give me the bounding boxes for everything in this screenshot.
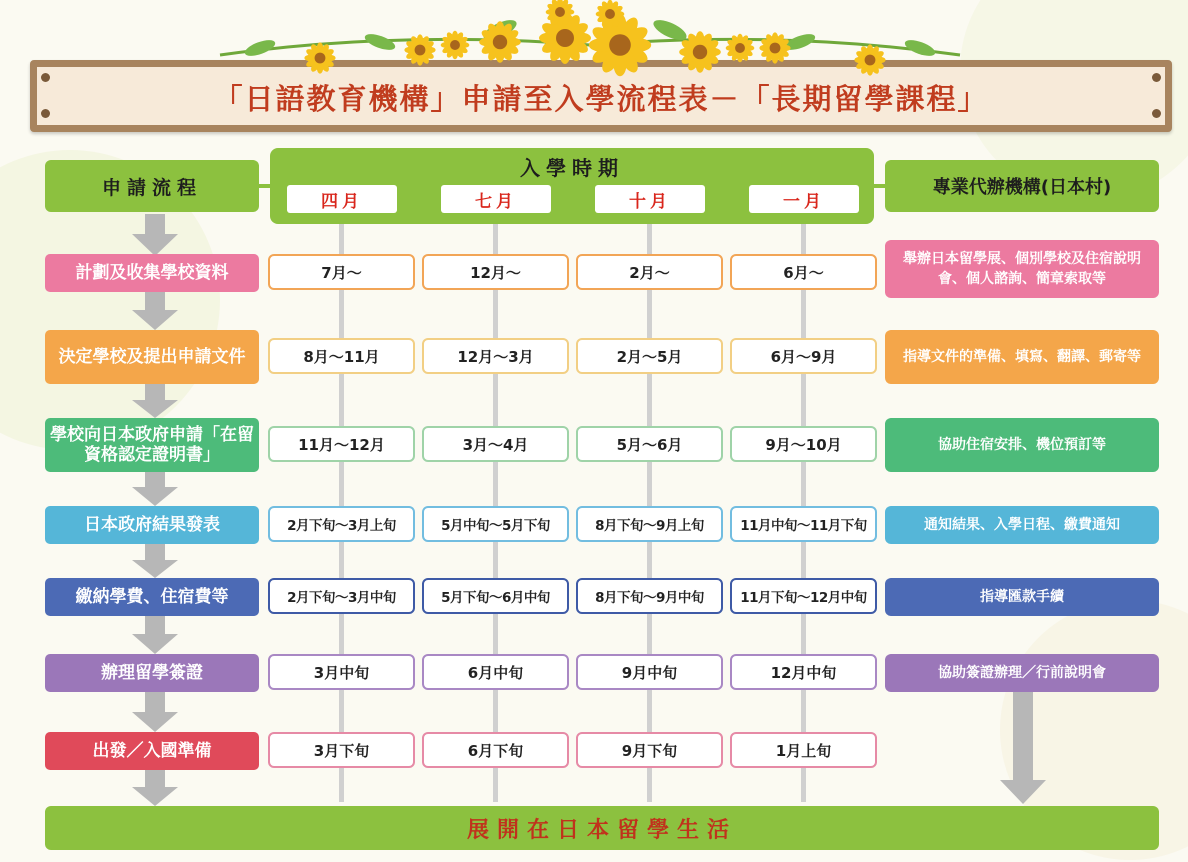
sunflower-decoration [200, 0, 980, 90]
period-cell: 11月中旬～11月下旬 [730, 506, 877, 542]
step-choose-school: 決定學校及提出申請文件 [45, 330, 259, 384]
step-pay-fees: 繳納學費、住宿費等 [45, 578, 259, 616]
period-cell: 9月下旬 [576, 732, 723, 768]
period-cell: 5月中旬～5月下旬 [422, 506, 569, 542]
footer-banner [45, 806, 1159, 850]
period-cell: 2月下旬～3月上旬 [268, 506, 415, 542]
arrow-down-icon [130, 544, 180, 580]
period-cell: 3月中旬 [268, 654, 415, 690]
arrow-down-icon [998, 690, 1048, 806]
month-april: 四月 [287, 185, 397, 213]
period-cell: 1月上旬 [730, 732, 877, 768]
period-cell: 8月～11月 [268, 338, 415, 374]
agency-service: 協助住宿安排、機位預訂等 [885, 418, 1159, 472]
period-cell: 5月～6月 [576, 426, 723, 462]
period-cell: 11月～12月 [268, 426, 415, 462]
period-cell: 6月～ [730, 254, 877, 290]
header-period-label: 入學時期 [520, 156, 624, 180]
period-cell: 2月～ [576, 254, 723, 290]
period-cell: 6月中旬 [422, 654, 569, 690]
arrow-down-icon [130, 214, 180, 258]
period-cell: 8月下旬～9月上旬 [576, 506, 723, 542]
arrow-down-icon [130, 292, 180, 332]
period-cell: 3月～4月 [422, 426, 569, 462]
period-cell: 12月中旬 [730, 654, 877, 690]
period-cell: 9月中旬 [576, 654, 723, 690]
sunflower-icon [589, 14, 651, 76]
sunflower-icon [854, 44, 885, 75]
arrow-down-icon [130, 384, 180, 420]
arrow-down-icon [130, 692, 180, 734]
month-october: 十月 [595, 185, 705, 213]
agency-service: 指導匯款手續 [885, 578, 1159, 616]
period-cell: 3月下旬 [268, 732, 415, 768]
header-agency-label: 專業代辦機構(日本村) [932, 177, 1112, 198]
period-cell: 12月～3月 [422, 338, 569, 374]
sunflower-icon [441, 31, 470, 60]
arrow-down-icon [130, 614, 180, 656]
sunflower-icon [759, 32, 790, 63]
header-process [45, 160, 259, 212]
step-visa: 辦理留學簽證 [45, 654, 259, 692]
arrow-down-icon [130, 470, 180, 508]
step-plan-and-collect: 計劃及收集學校資料 [45, 254, 259, 292]
agency-service: 舉辦日本留學展、個別學校及住宿說明會、個人諮詢、簡章索取等 [885, 240, 1159, 298]
agency-service: 協助簽證辦理／行前說明會 [885, 654, 1159, 692]
period-cell: 9月～10月 [730, 426, 877, 462]
step-departure: 出發／入國準備 [45, 732, 259, 770]
period-cell: 6月～9月 [730, 338, 877, 374]
period-cell: 6月下旬 [422, 732, 569, 768]
step-coe-application: 學校向日本政府申請「在留資格認定證明書」 [45, 418, 259, 472]
header-process-label: 申請流程 [101, 176, 202, 199]
period-cell: 2月下旬～3月中旬 [268, 578, 415, 614]
period-cell: 8月下旬～9月中旬 [576, 578, 723, 614]
period-cell: 12月～ [422, 254, 569, 290]
month-january: 一月 [749, 185, 859, 213]
period-cell: 11月下旬～12月中旬 [730, 578, 877, 614]
agency-service: 指導文件的準備、填寫、翻譯、郵寄等 [885, 330, 1159, 384]
page-title: 「日語教育機構」申請至入學流程表－「長期留學課程」 [213, 82, 989, 116]
month-july: 七月 [441, 185, 551, 213]
period-cell: 7月～ [268, 254, 415, 290]
period-cell: 2月～5月 [576, 338, 723, 374]
sunflower-icon [304, 42, 335, 73]
arrow-down-icon [130, 770, 180, 808]
period-cell: 5月下旬～6月中旬 [422, 578, 569, 614]
footer-text: 展開在日本留學生活 [466, 817, 737, 843]
step-government-result: 日本政府結果發表 [45, 506, 259, 544]
agency-service: 通知結果、入學日程、繳費通知 [885, 506, 1159, 544]
header-agency [885, 160, 1159, 212]
